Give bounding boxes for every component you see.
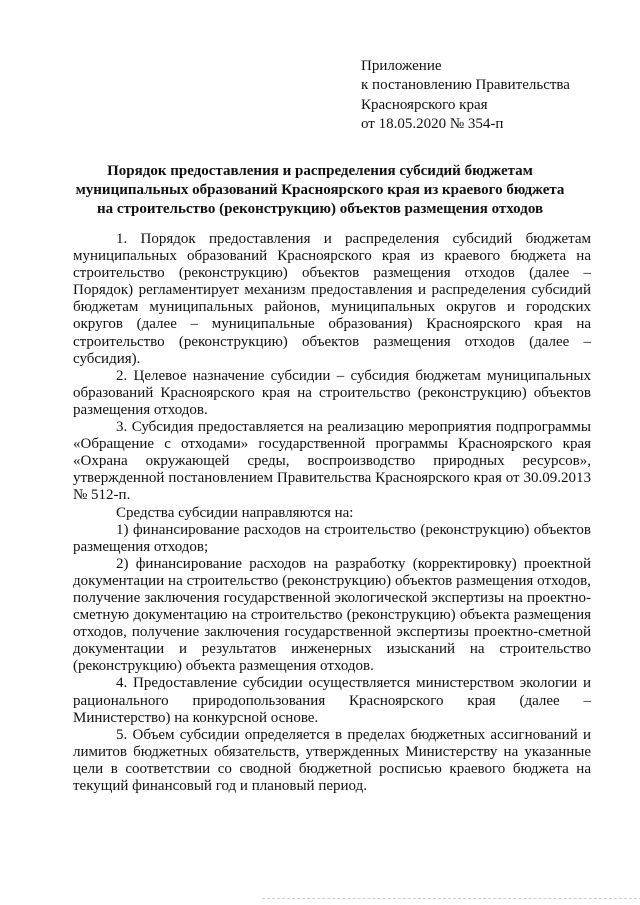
paragraph-3: 3. Субсидия предоставляется на реализацию мероприятия подпрограммы «Обращение с отходами» государственной программы Красноярского края «Охрана окружающей среды, воспроизводство природных ресурсов», утвержденной постановлением Правительства Красноярского края от 30.09.2013 № 512-п. — [73, 419, 591, 504]
scan-edge-divider — [262, 898, 640, 899]
appendix-line: Красноярского края — [361, 96, 488, 113]
paragraph-1: 1. Порядок предоставления и распределения субсидий бюджетам муниципальных образований Красноярского края из краевого бюджета на строительство (реконструкцию) объектов размещения отходов (далее – Порядок) регламентирует механизм предоставления и распределения субсидий бюджетам муниципальных районов, муниципальных округов и городских округов (далее – муниципальные образования) Красноярского края на строительство (реконструкцию) объектов размещения отходов (далее – субсидия). — [73, 231, 591, 367]
paragraph-4: 4. Предоставление субсидии осуществляется министерством экологии и рационального природопользования Красноярского края (далее – Министерство) на конкурсной основе. — [73, 675, 591, 726]
list-item-2: 2) финансирование расходов на разработку (корректировку) проектной документации на строительство (реконструкцию) объектов размещения отходов, получение заключения государственной экологической экспертизы на проектно-сметную документацию на строительство (реконструкцию) объекта размещения отходов, получение заключения государственной экспертизы проектно-сметной документации и результатов инженерных изысканий на строительство (реконструкцию) объекта размещения отходов. — [73, 555, 591, 675]
appendix-line: к постановлению Правительства — [361, 77, 570, 94]
title-line: Порядок предоставления и распределения субсидий бюджетам — [107, 163, 533, 179]
title-line: муниципальных образований Красноярского края из краевого бюджета — [75, 182, 565, 198]
appendix-header — [361, 57, 621, 135]
appendix-date-line: от 18.05.2020 № 354-п — [361, 116, 504, 133]
document-body — [73, 231, 591, 795]
document-title — [60, 162, 580, 219]
appendix-line: Приложение — [361, 58, 442, 74]
paragraph-2: 2. Целевое назначение субсидии – субсидия бюджетам муниципальных образований Красноярского края на строительство (реконструкцию) объектов размещения отходов. — [73, 367, 591, 418]
list-item-1: 1) финансирование расходов на строительство (реконструкцию) объектов размещения отходов; — [73, 521, 591, 555]
paragraph-funds-intro: Средства субсидии направляются на: — [116, 504, 354, 521]
title-line: на строительство (реконструкцию) объектов размещения отходов — [96, 201, 544, 217]
paragraph-5: 5. Объем субсидии определяется в пределах бюджетных ассигнований и лимитов бюджетных обязательств, утвержденных Министерству на указанные цели в соответствии со сводной бюджетной росписью краевого бюджета на текущий финансовый год и плановый период. — [73, 726, 591, 794]
